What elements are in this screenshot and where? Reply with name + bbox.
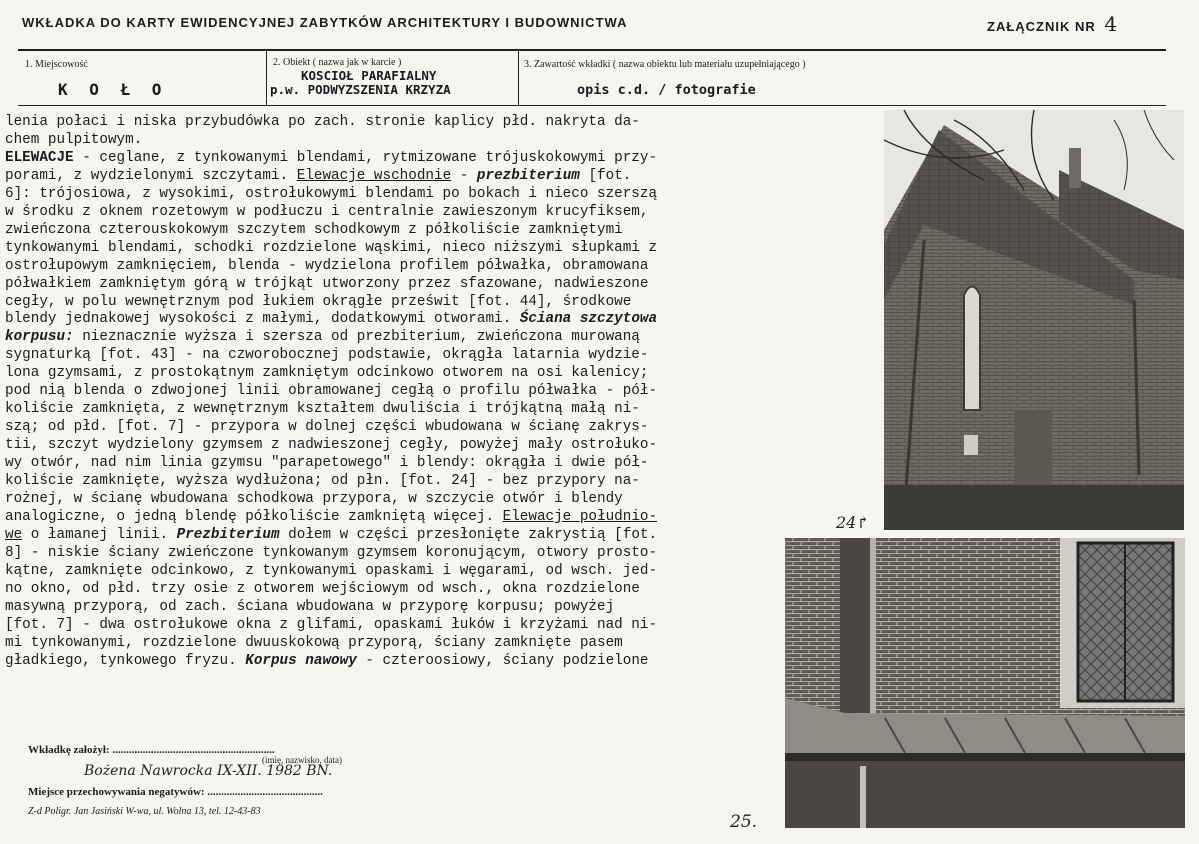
- text-line: masywną przyporą, od zach. ściana wbudowana w przyporę korpusu; powyżej: [5, 598, 615, 615]
- field-divider-2: [518, 49, 519, 106]
- negatives-location-field: Miejsce przechowywania negatywów: ..........................................: [28, 786, 323, 798]
- photo-number-25: 25.: [730, 812, 758, 832]
- text-line: ostrołupowym zamknięciem, blenda - wydzielona profilem półwałka, obramowana: [5, 257, 649, 274]
- text-line: sygnaturką [fot. 43] - na czworobocznej podstawie, okrągła latarnia wydzie-: [5, 347, 649, 364]
- text-span: analogiczne, o jedną blendę półkoliście zamkniętą więcej.: [5, 508, 503, 525]
- heading-presbytery: prezbiterium: [476, 167, 580, 184]
- text-line: [5, 150, 795, 168]
- header-rule-bottom: [18, 105, 1166, 106]
- text-span: -: [451, 167, 477, 184]
- text-line: półwałkiem zamkniętym górą w trójkąt utworzony przez sfazowane, nadwieszone: [5, 275, 649, 292]
- content-label: 3. Zawartość wkładki ( nazwa obiektu lub materiału uzupełniającego ): [524, 59, 806, 70]
- text-line: lona gzymsami, z prostokątnym zamkniętym odcinkowo otworem na osi kalenicy;: [5, 365, 649, 382]
- text-line: mi tynkowanymi, rozdzielone dwuuskokową przyporą, ściany zamknięte pasem: [5, 634, 623, 651]
- text-line: tii, szczyt wydzielony gzymsem z nadwieszonej cegły, powyżej mały ostrołuko-: [5, 437, 658, 454]
- text-span: [fot.: [579, 167, 632, 184]
- text-line: [5, 509, 795, 527]
- text-line: szą; od płd. [fot. 7] - przypora w dolnej części wbudowana w ścianę zakrys-: [5, 419, 649, 436]
- annex-number: 4: [1104, 12, 1119, 36]
- text-line: [5, 168, 795, 186]
- header-rule-top: [18, 49, 1166, 51]
- text-line: no okno, od płd. trzy osie z otworem wejściowym od wsch., okna rozdzielone: [5, 580, 640, 597]
- text-span: nieznacznie wyższa i szersza od prezbiterium, zwieńczona murowaną: [73, 329, 640, 346]
- description-text: [5, 114, 795, 671]
- photo-south-elevation-image: [785, 538, 1185, 828]
- printer-imprint: Z-d Poligr. Jan Jasiński W-wa, ul. Wolna 13, tel. 12-43-83: [28, 806, 261, 817]
- text-line: kątne, zamknięte odcinkowo, z tynkowanymi opaskami i węgarami, od wsch. jed-: [5, 562, 658, 579]
- field-divider-1: [266, 49, 267, 106]
- text-line: [5, 653, 795, 671]
- heading-gable-wall: Ściana szczytowa: [519, 311, 658, 328]
- text-line: tynkowanymi blendami, schodki rozdzielone wąskimi, nieco niższymi słupkami z: [5, 239, 658, 256]
- text-line: koliście zamknięta, z wewnętrznym kształtem dwuliścia i trójkątną małą ni-: [5, 401, 640, 418]
- heading-nave-body: korpusu:: [5, 329, 74, 346]
- text-line: pod nią blenda o zdwojonej linii obramowanej cegłą o profilu półwałka - pół-: [5, 383, 658, 400]
- arrow-icon: ↱: [856, 513, 870, 532]
- photo-number-24: [836, 513, 870, 532]
- annex-label: [987, 12, 1118, 36]
- text-line: 6]: trójosiowa, z wysokimi, ostrołukowymi blendami po bokach i nieco szerszą: [5, 185, 658, 202]
- photo-south-elevation: [785, 538, 1185, 828]
- author-signature: Bożena Nawrocka IX-XII. 1982 BN.: [84, 763, 333, 779]
- text-line: wy otwór, nad nim linia gzymsu "parapetowego" i blendy: okrągła i dwie pół-: [5, 455, 649, 472]
- text-span: gładkiego, tynkowego fryzu.: [5, 652, 246, 669]
- text-span: - ceglane, z tynkowanymi blendami, rytmizowane trójuskokowymi przy-: [73, 149, 658, 166]
- text-line: rożnej, w ścianę wbudowana schodkowa przypora, w szczycie otwór i blendy: [5, 491, 623, 508]
- text-line: [fot. 7] - dwa ostrołukowe okna z glifami, opaskami łuków i krzyżami nad ni-: [5, 616, 658, 633]
- photo-church-gable-image: [884, 110, 1184, 530]
- heading-presbytery-south: Prezbiterium: [176, 526, 280, 543]
- heading-south-elevations: Elewacje południo-: [502, 508, 658, 525]
- text-line: chem pulpitowym.: [5, 131, 143, 148]
- text-line: w środku z oknem rozetowym w podłuczu i centralnie zawieszonym krucyfiksem,: [5, 203, 649, 220]
- object-label: 2. Obiekt ( nazwa jak w karcie ): [273, 57, 402, 68]
- text-line: zwieńczona czterouskokowym szczytem schodkowym z półkoliście zamkniętymi: [5, 221, 623, 238]
- text-line: cegły, w polu wewnętrznym pod łukiem okrągłe prześwit [fot. 44], środkowe: [5, 293, 632, 310]
- text-span: dołem w części przesłonięte zakrystią [fot.: [279, 526, 658, 543]
- locality-value: K O Ł O: [58, 80, 168, 99]
- object-value-line1: KOSCIOŁ PARAFIALNY: [301, 68, 437, 83]
- content-value: opis c.d. / fotografie: [577, 82, 756, 98]
- photo-number-24-text: 24: [836, 513, 857, 532]
- heading-elevations: ELEWACJE: [5, 149, 74, 166]
- text-line: lenia połaci i niska przybudówka po zach. stronie kaplicy płd. nakryta da-: [5, 114, 640, 130]
- text-line: [5, 311, 795, 329]
- object-value-line2: p.w. PODWYZSZENIA KRZYZA: [270, 82, 451, 97]
- locality-label: 1. Miejscowość: [25, 59, 88, 70]
- form-title: WKŁADKA DO KARTY EWIDENCYJNEJ ZABYTKÓW ARCHITEKTURY I BUDOWNICTWA: [22, 15, 628, 30]
- text-span: - czteroosiowy, ściany podzielone: [356, 652, 649, 669]
- heading-east-elevations: Elewacje wschodnie: [296, 167, 452, 184]
- text-span: blendy jednakowej wysokości z małymi, dodatkowymi otworami.: [5, 311, 520, 328]
- text-span: porami, z wydzielonymi szczytami.: [5, 167, 297, 184]
- text-line: [5, 329, 795, 347]
- annex-label-text: ZAŁĄCZNIK NR: [987, 19, 1096, 34]
- text-span: o łamanej linii.: [22, 526, 177, 543]
- author-field: Wkładkę założył: ...........................................................: [28, 744, 275, 756]
- heading-nave: Korpus nawowy: [245, 652, 357, 669]
- text-line: 8] - niskie ściany zwieńczone tynkowanym gzymsem koronującym, otwory prosto-: [5, 544, 658, 561]
- photo-church-gable: [884, 110, 1184, 530]
- text-line: [5, 527, 795, 545]
- text-line: koliście zamknięte, wyższa wydłużona; od płn. [fot. 24] - bez przypory na-: [5, 473, 640, 490]
- author-hint: (imię, nazwisko, data): [262, 755, 342, 765]
- text-span: we: [5, 526, 23, 543]
